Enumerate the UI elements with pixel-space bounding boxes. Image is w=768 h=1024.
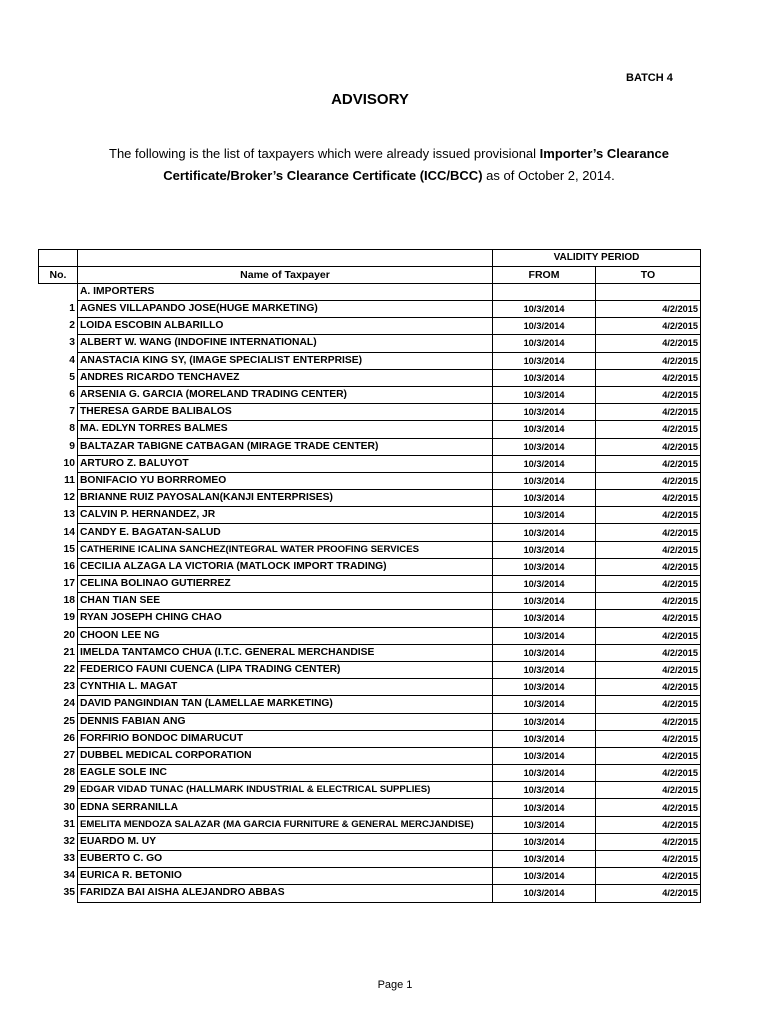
validity-from: 10/3/2014 — [493, 335, 596, 352]
taxpayer-name: IMELDA TANTAMCO CHUA (I.T.C. GENERAL MERCHANDISE — [78, 644, 493, 661]
validity-from: 10/3/2014 — [493, 438, 596, 455]
table-row — [39, 558, 701, 575]
taxpayer-name: ANASTACIA KING SY, (IMAGE SPECIALIST ENTERPRISE) — [78, 352, 493, 369]
validity-to: 4/2/2015 — [596, 747, 701, 764]
table-row — [39, 747, 701, 764]
taxpayer-name: EAGLE SOLE INC — [78, 765, 493, 782]
row-number: 21 — [63, 646, 75, 658]
section-blank-to — [596, 284, 701, 301]
taxpayer-name: DUBBEL MEDICAL CORPORATION — [78, 747, 493, 764]
row-number: 15 — [63, 543, 75, 555]
row-number: 10 — [63, 457, 75, 469]
row-number: 29 — [63, 784, 75, 796]
taxpayer-name: ARTURO Z. BALUYOT — [78, 455, 493, 472]
intro-prefix: The following is the list of taxpayers which were already issued provisional — [109, 146, 540, 161]
taxpayer-name: FORFIRIO BONDOC DIMARUCUT — [78, 730, 493, 747]
taxpayer-name: BALTAZAR TABIGNE CATBAGAN (MIRAGE TRADE CENTER) — [78, 438, 493, 455]
row-number: 34 — [63, 870, 75, 882]
validity-to: 4/2/2015 — [596, 421, 701, 438]
validity-to: 4/2/2015 — [596, 730, 701, 747]
table-row — [39, 455, 701, 472]
validity-to: 4/2/2015 — [596, 765, 701, 782]
validity-to: 4/2/2015 — [596, 507, 701, 524]
validity-from: 10/3/2014 — [493, 524, 596, 541]
validity-from: 10/3/2014 — [493, 747, 596, 764]
table-row — [39, 438, 701, 455]
validity-from: 10/3/2014 — [493, 661, 596, 678]
row-number: 24 — [63, 698, 75, 710]
intro-suffix: as of October 2, 2014. — [482, 168, 615, 183]
taxpayer-table — [38, 249, 701, 903]
validity-from: 10/3/2014 — [493, 713, 596, 730]
table-row — [39, 885, 701, 902]
validity-to: 4/2/2015 — [596, 799, 701, 816]
table-row — [39, 644, 701, 661]
validity-to: 4/2/2015 — [596, 352, 701, 369]
validity-from: 10/3/2014 — [493, 490, 596, 507]
taxpayer-name: EDGAR VIDAD TUNAC (HALLMARK INDUSTRIAL & ELECTRICAL SUPPLIES) — [78, 782, 493, 799]
table-row — [39, 490, 701, 507]
validity-from: 10/3/2014 — [493, 816, 596, 833]
validity-to: 4/2/2015 — [596, 558, 701, 575]
row-number: 20 — [63, 629, 75, 641]
batch-label: BATCH 4 — [626, 72, 673, 84]
validity-from: 10/3/2014 — [493, 558, 596, 575]
validity-to: 4/2/2015 — [596, 610, 701, 627]
validity-to: 4/2/2015 — [596, 696, 701, 713]
taxpayer-name: DENNIS FABIAN ANG — [78, 713, 493, 730]
row-number: 26 — [63, 732, 75, 744]
validity-to: 4/2/2015 — [596, 524, 701, 541]
validity-from: 10/3/2014 — [493, 782, 596, 799]
validity-to: 4/2/2015 — [596, 593, 701, 610]
taxpayer-name: CANDY E. BAGATAN-SALUD — [78, 524, 493, 541]
table-row — [39, 318, 701, 335]
validity-to: 4/2/2015 — [596, 335, 701, 352]
table-row — [39, 524, 701, 541]
validity-to: 4/2/2015 — [596, 369, 701, 386]
taxpayer-name: BRIANNE RUIZ PAYOSALAN(KANJI ENTERPRISES) — [78, 490, 493, 507]
taxpayer-name: MA. EDLYN TORRES BALMES — [78, 421, 493, 438]
taxpayer-name: CATHERINE ICALINA SANCHEZ(INTEGRAL WATER PROOFING SERVICES — [78, 541, 493, 558]
taxpayer-name: ALBERT W. WANG (INDOFINE INTERNATIONAL) — [78, 335, 493, 352]
column-header-to: TO — [596, 267, 701, 284]
column-header-name: Name of Taxpayer — [78, 267, 493, 284]
validity-from: 10/3/2014 — [493, 644, 596, 661]
table-row — [39, 386, 701, 403]
taxpayer-name: ARSENIA G. GARCIA (MORELAND TRADING CENTER) — [78, 386, 493, 403]
row-number: 30 — [63, 801, 75, 813]
taxpayer-name: RYAN JOSEPH CHING CHAO — [78, 610, 493, 627]
validity-to: 4/2/2015 — [596, 644, 701, 661]
row-number: 5 — [69, 371, 75, 383]
validity-to: 4/2/2015 — [596, 851, 701, 868]
section-label: A. IMPORTERS — [78, 284, 493, 301]
validity-to: 4/2/2015 — [596, 782, 701, 799]
validity-from: 10/3/2014 — [493, 352, 596, 369]
row-number: 32 — [63, 835, 75, 847]
taxpayer-name: ANDRES RICARDO TENCHAVEZ — [78, 369, 493, 386]
validity-from: 10/3/2014 — [493, 627, 596, 644]
row-number: 8 — [69, 423, 75, 435]
validity-to: 4/2/2015 — [596, 472, 701, 489]
row-number: 1 — [69, 303, 75, 315]
validity-to: 4/2/2015 — [596, 833, 701, 850]
table-row — [39, 713, 701, 730]
table-row — [39, 369, 701, 386]
validity-to: 4/2/2015 — [596, 490, 701, 507]
column-header-from: FROM — [493, 267, 596, 284]
validity-from: 10/3/2014 — [493, 765, 596, 782]
validity-from: 10/3/2014 — [493, 696, 596, 713]
table-row — [39, 851, 701, 868]
validity-from: 10/3/2014 — [493, 885, 596, 902]
row-number: 4 — [69, 354, 75, 366]
page-title: ADVISORY — [331, 91, 409, 108]
row-number: 22 — [63, 664, 75, 676]
table-row — [39, 696, 701, 713]
validity-from: 10/3/2014 — [493, 610, 596, 627]
taxpayer-name: DAVID PANGINDIAN TAN (LAMELLAE MARKETING) — [78, 696, 493, 713]
table-row — [39, 868, 701, 885]
row-number: 12 — [63, 492, 75, 504]
validity-from: 10/3/2014 — [493, 507, 596, 524]
validity-to: 4/2/2015 — [596, 627, 701, 644]
table-row — [39, 301, 701, 318]
table-row — [39, 335, 701, 352]
validity-from: 10/3/2014 — [493, 369, 596, 386]
validity-from: 10/3/2014 — [493, 679, 596, 696]
validity-period-header: VALIDITY PERIOD — [493, 250, 701, 267]
table-row — [39, 404, 701, 421]
validity-from: 10/3/2014 — [493, 851, 596, 868]
taxpayer-name: CHAN TIAN SEE — [78, 593, 493, 610]
validity-to: 4/2/2015 — [596, 301, 701, 318]
row-number: 19 — [63, 612, 75, 624]
taxpayer-name: EUARDO M. UY — [78, 833, 493, 850]
table-row — [39, 541, 701, 558]
validity-to: 4/2/2015 — [596, 713, 701, 730]
validity-from: 10/3/2014 — [493, 541, 596, 558]
validity-from: 10/3/2014 — [493, 868, 596, 885]
row-number: 25 — [63, 715, 75, 727]
row-number: 9 — [69, 440, 75, 452]
intro-certificate-name: Importer’s Clearance Certificate/Broker’s Clearance Certificate (ICC/BCC) — [163, 146, 669, 183]
table-row — [39, 816, 701, 833]
taxpayer-name: AGNES VILLAPANDO JOSE(HUGE MARKETING) — [78, 301, 493, 318]
section-row — [39, 284, 701, 301]
taxpayer-name: EUBERTO C. GO — [78, 851, 493, 868]
validity-from: 10/3/2014 — [493, 318, 596, 335]
validity-to: 4/2/2015 — [596, 661, 701, 678]
validity-to: 4/2/2015 — [596, 868, 701, 885]
validity-from: 10/3/2014 — [493, 472, 596, 489]
taxpayer-name: FARIDZA BAI AISHA ALEJANDRO ABBAS — [78, 885, 493, 902]
row-number: 13 — [63, 509, 75, 521]
table-row — [39, 833, 701, 850]
table-row — [39, 782, 701, 799]
taxpayer-name: CELINA BOLINAO GUTIERREZ — [78, 576, 493, 593]
taxpayer-name: CECILIA ALZAGA LA VICTORIA (MATLOCK IMPORT TRADING) — [78, 558, 493, 575]
table-row — [39, 352, 701, 369]
table-row — [39, 679, 701, 696]
table-row — [39, 627, 701, 644]
taxpayer-name: EURICA R. BETONIO — [78, 868, 493, 885]
validity-to: 4/2/2015 — [596, 885, 701, 902]
validity-from: 10/3/2014 — [493, 833, 596, 850]
taxpayer-name: CYNTHIA L. MAGAT — [78, 679, 493, 696]
validity-from: 10/3/2014 — [493, 576, 596, 593]
table-row — [39, 472, 701, 489]
table-row — [39, 421, 701, 438]
header-blank-no — [39, 250, 78, 267]
table-row — [39, 799, 701, 816]
validity-from: 10/3/2014 — [493, 455, 596, 472]
row-number: 18 — [63, 595, 75, 607]
header-blank-name — [78, 250, 493, 267]
row-number: 2 — [69, 320, 75, 332]
table-row — [39, 610, 701, 627]
table-row — [39, 593, 701, 610]
row-number: 6 — [69, 389, 75, 401]
row-number: 28 — [63, 767, 75, 779]
taxpayer-name: EMELITA MENDOZA SALAZAR (MA GARCIA FURNITURE & GENERAL MERCJANDISE) — [78, 816, 493, 833]
section-blank-from — [493, 284, 596, 301]
taxpayer-name: FEDERICO FAUNI CUENCA (LIPA TRADING CENTER) — [78, 661, 493, 678]
validity-from: 10/3/2014 — [493, 421, 596, 438]
row-number: 27 — [63, 749, 75, 761]
row-number: 7 — [69, 406, 75, 418]
validity-to: 4/2/2015 — [596, 679, 701, 696]
taxpayer-name: CALVIN P. HERNANDEZ, JR — [78, 507, 493, 524]
validity-to: 4/2/2015 — [596, 816, 701, 833]
table-row — [39, 730, 701, 747]
row-number: 23 — [63, 681, 75, 693]
table-row — [39, 576, 701, 593]
table-row — [39, 661, 701, 678]
validity-from: 10/3/2014 — [493, 404, 596, 421]
row-number: 16 — [63, 560, 75, 572]
page-number: Page 1 — [377, 979, 413, 991]
validity-to: 4/2/2015 — [596, 541, 701, 558]
taxpayer-name: THERESA GARDE BALIBALOS — [78, 404, 493, 421]
validity-to: 4/2/2015 — [596, 438, 701, 455]
row-number: 3 — [69, 337, 75, 349]
validity-from: 10/3/2014 — [493, 730, 596, 747]
validity-to: 4/2/2015 — [596, 318, 701, 335]
intro-paragraph — [78, 143, 700, 187]
validity-to: 4/2/2015 — [596, 386, 701, 403]
taxpayer-name: BONIFACIO YU BORRROMEO — [78, 472, 493, 489]
taxpayer-name: EDNA SERRANILLA — [78, 799, 493, 816]
validity-from: 10/3/2014 — [493, 799, 596, 816]
section-blank — [39, 284, 78, 301]
validity-to: 4/2/2015 — [596, 576, 701, 593]
row-number: 33 — [63, 853, 75, 865]
row-number: 17 — [63, 578, 75, 590]
validity-from: 10/3/2014 — [493, 593, 596, 610]
row-number: 14 — [63, 526, 75, 538]
validity-to: 4/2/2015 — [596, 404, 701, 421]
validity-from: 10/3/2014 — [493, 301, 596, 318]
row-number: 35 — [63, 887, 75, 899]
taxpayer-name: CHOON LEE NG — [78, 627, 493, 644]
validity-to: 4/2/2015 — [596, 455, 701, 472]
validity-from: 10/3/2014 — [493, 386, 596, 403]
table-row — [39, 765, 701, 782]
taxpayer-name: LOIDA ESCOBIN ALBARILLO — [78, 318, 493, 335]
table-row — [39, 507, 701, 524]
row-number: 11 — [64, 474, 75, 486]
column-header-no: No. — [39, 267, 78, 284]
row-number: 31 — [63, 818, 75, 830]
